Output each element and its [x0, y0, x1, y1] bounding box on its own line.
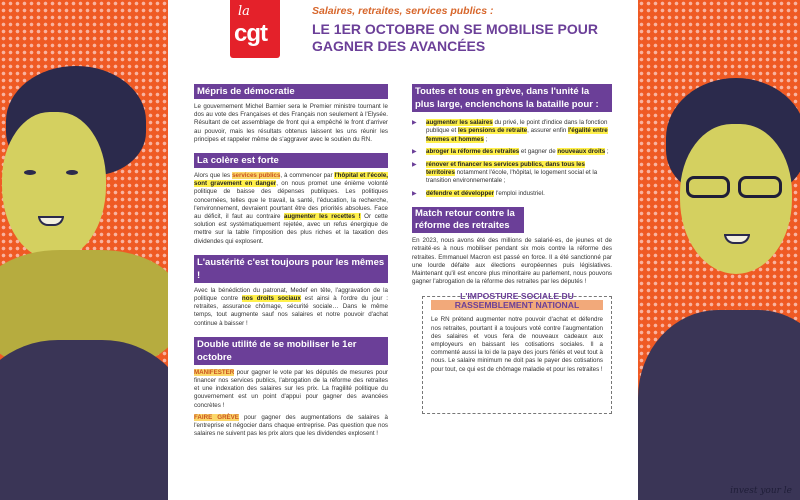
list-item: [412, 148, 612, 156]
section-colere: [194, 153, 388, 246]
section-heading: Match retour contre la réforme des retraites: [412, 207, 524, 233]
text-run: est ainsi à l'ordre du jour : retraites, assurance chômage, sécurité sociale… Dans le même temps, tout augmente sauf nos salaires et notre pouvoir d'achat continue à baisser !: [194, 295, 389, 327]
text-run: Avec la bénédiction du patronat, Medef en tête, l'aggravation de la politique contre: [194, 286, 388, 303]
highlight: nos droits sociaux: [241, 295, 301, 303]
section-heading: Double utilité de se mobiliser le 1er octobre: [194, 337, 388, 365]
rn-imposture-box: [422, 291, 612, 414]
text-run: Alors que les: [194, 172, 233, 180]
highlight: augmenter les salaires: [426, 119, 493, 126]
text-run: pour gagner le vote par les députés de mesures pour financer nos services publics, l'abrogation de la réforme des retraites et une indexation des salaires sur les prix. La fragilité politique du gouvernement est un point d'appui pour gagner des avancées concrètes !: [194, 368, 388, 409]
section-austerite: [194, 255, 388, 328]
section-heading: Mépris de démocratie: [194, 84, 388, 99]
box-heading: L'IMPOSTURE SOCIALE DU RASSEMBLEMENT NATIONAL: [431, 292, 603, 310]
tract-document: [168, 0, 638, 500]
section-text: [194, 369, 388, 410]
section-heading: La colère est forte: [194, 153, 388, 168]
section-heading: Toutes et tous en grève, dans l'unité la plus large, enclenchons la bataille pour :: [412, 84, 612, 112]
left-person-mouth: [38, 216, 64, 226]
text-run: ;: [605, 148, 609, 156]
logo-la-text: la: [238, 4, 250, 19]
highlight: augmenter les recettes !: [284, 213, 361, 221]
kicker-title: Salaires, retraites, services publics :: [312, 5, 494, 17]
highlight: l'hôpital et l'école, sont gravement en danger: [194, 172, 388, 188]
right-text-column: [412, 84, 612, 414]
right-person-mouth: [724, 234, 750, 244]
text-run: pour gagner des augmentations de salaires à l'entreprise et négocier dans chaque entreprise. Pas question que nos salaires ne suivent pas les prix alors que les dividendes explosent !: [194, 413, 388, 438]
highlight: rénover et financer les services publics, dans tous les territoires: [426, 160, 585, 177]
highlight: les pensions de retraite: [458, 127, 528, 135]
section-match-retour: [412, 207, 612, 286]
text-run: du privé, le point d'indice dans la fonction publique et: [426, 119, 608, 135]
section-text: [194, 172, 388, 246]
highlight: l'égalité entre femmes et hommes: [426, 127, 608, 143]
left-person-eye: [66, 170, 78, 175]
list-item: [412, 190, 612, 198]
section-greve: [412, 84, 612, 198]
left-photo-panel: [0, 0, 168, 500]
highlight: services publics: [232, 172, 281, 180]
section-text: En 2023, nous avons été des millions de salarié·es, de jeunes et de retraité·es à nous mobiliser pendant six mois contre la réforme des retraites. Emmanuel Macron est passé en force. Il a été sanctionné par une lourde défaite aux élections européennes puis législatives. Maintenant qu'il est encore plus minoritaire au parlement, nous pouvons gagner l'abrogation de la réforme des retraites par les députés !: [412, 237, 612, 286]
demands-list: [412, 119, 612, 198]
section-text: [194, 287, 388, 328]
right-person-face: [680, 124, 792, 274]
list-item: [412, 161, 612, 186]
right-photo-panel: [638, 0, 800, 500]
highlight: FAIRE GRÈVE: [194, 413, 239, 421]
text-run: , à commencer par: [280, 172, 335, 180]
left-person-face: [2, 112, 106, 260]
text-run: , on nous promet une énième volonté politique de baisse des dépenses publiques. Les politiques concernées, telles que le travail, la santé, l'éducation, la recherche, l'environnement, devraient pourtant être des priorités absolues. Face au déficit, il faut au contraire: [194, 180, 388, 221]
right-person-glasses: [738, 176, 782, 198]
left-person-body: [0, 340, 168, 500]
section-text: Le gouvernement Michel Barnier sera le Premier ministre tournant le dos au vote des Françaises et des Français non seulement à l'Elysée. Résultant de cet assemblage de front qui a empêché le front d'arriver au pouvoir, mais les résultats obtenus laissent les uns réunir les principes et rappeler même de s'aggraver avec le soutien du RN.: [194, 103, 388, 143]
logo-cgt-text: cgt: [234, 20, 267, 47]
highlight: nouveaux droits: [557, 148, 606, 156]
right-person-body: [638, 310, 800, 500]
section-democratie: [194, 84, 388, 144]
section-text: [194, 414, 388, 439]
box-text: Le RN prétend augmenter notre pouvoir d'achat et défendre nos retraites, pourtant il a toujours voté contre l'augmentation des salaires et vous fera de nouveaux cadeaux aux employeurs en baissant les cotisations sociales. Il a commenté aussi la loi de la paye des jours fériés et veut tout à nous. Le salaire minimum ne doit pas le payer des cotisations pour tout, ce qui est de chômage maladie et pour les retraites !: [431, 316, 603, 373]
list-item: [412, 119, 612, 144]
highlight: abroger la réforme des retraites: [426, 148, 520, 156]
highlight: défendre et développer: [426, 189, 495, 197]
shirt-script-text: invest your le: [730, 486, 792, 496]
text-run: ;: [483, 135, 488, 143]
left-person-eye: [24, 170, 36, 175]
headline: LE 1ER OCTOBRE ON SE MOBILISE POUR GAGNER DES AVANCÉES: [312, 21, 599, 54]
right-person-glasses: [686, 176, 730, 198]
highlight: MANIFESTER: [194, 368, 235, 376]
text-run: , assurer enfin: [527, 127, 569, 135]
cgt-logo: [230, 0, 280, 58]
left-text-column: [194, 84, 388, 447]
text-run: l'emploi industriel.: [494, 189, 545, 197]
text-run: Or cette solution est systématiquement rejetée, avec un refus énergique de mettre sur la table l'imposition des plus riches et la taxation des dividendes qui explosent.: [194, 213, 388, 245]
text-run: et gagner de: [519, 148, 558, 156]
section-double-utilite: [194, 337, 388, 439]
section-heading: L'austérité c'est toujours pour les mêmes !: [194, 255, 388, 283]
text-run: notamment l'école, l'hôpital, le logement social et la transition environnementale ;: [426, 169, 598, 185]
